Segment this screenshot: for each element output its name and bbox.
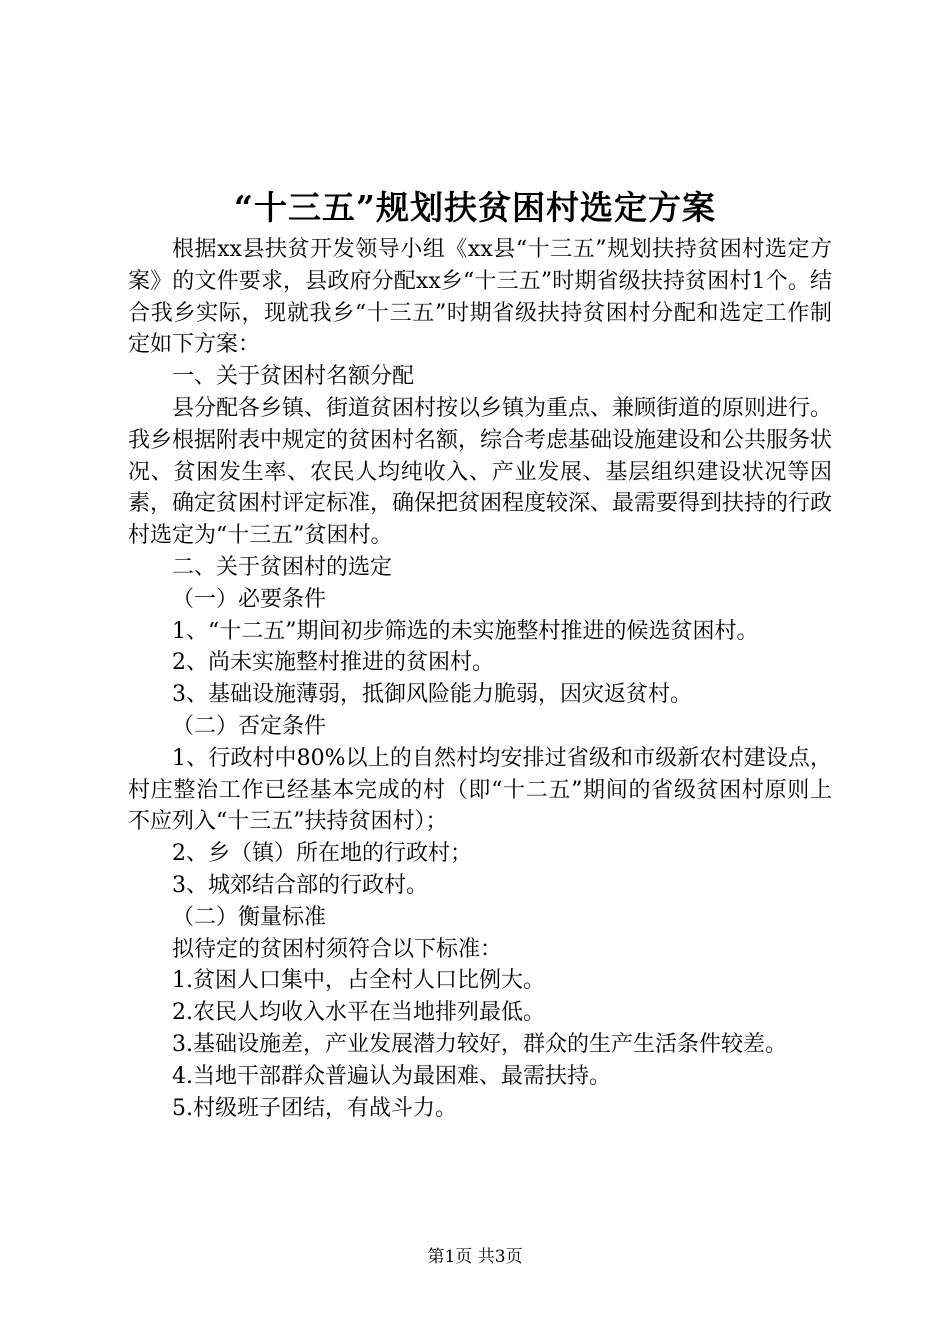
document-body [128,234,832,1124]
criteria-item: 3.基础设施差，产业发展潜力较好，群众的生产生活条件较差。 [172,1031,787,1057]
criteria-item: 5.村级班子团结，有战斗力。 [172,1095,457,1121]
required-condition-item: 3、基础设施薄弱，抵御风险能力脆弱，因灾返贫村。 [172,682,692,708]
document-title: “十三五”规划扶贫困村选定方案 [234,188,716,227]
negative-condition-item: 2、乡（镇）所在地的行政村； [172,841,472,867]
criteria-item: 4.当地干部群众普遍认为最困难、最需扶持。 [172,1063,611,1089]
subheading-negative-conditions: （二）否定条件 [172,713,327,739]
subheading-criteria: （二）衡量标准 [172,904,327,930]
section-heading-quota: 一、关于贫困村名额分配 [172,364,415,390]
criteria-intro: 拟待定的贫困村须符合以下标准： [172,936,503,962]
criteria-item: 2.农民人均收入水平在当地排列最低。 [172,1000,545,1026]
intro-paragraph: 根据xx县扶贫开发领导小组《xx县“十三五”规划扶持贫困村选定方案》的文件要求，县政府分配xx乡“十三五”时期省级扶持贫困村1个。结合我乡实际，现就我乡“十三五”时期省级扶持贫困村分配和选定工作制定如下方案： [128,237,833,358]
subheading-required-conditions: （一）必要条件 [172,586,327,612]
criteria-item: 1.贫困人口集中，占全村人口比例大。 [172,968,545,994]
negative-condition-item: 3、城郊结合部的行政村。 [172,872,428,898]
section-heading-selection: 二、关于贫困村的选定 [172,554,393,580]
required-condition-item: 2、尚未实施整村推进的贫困村。 [172,650,494,676]
page-indicator: 第1页 共3页 [427,1247,523,1267]
quota-paragraph: 县分配各乡镇、街道贫困村按以乡镇为重点、兼顾街道的原则进行。我乡根据附表中规定的贫困村名额，综合考虑基础设施建设和公共服务状况、贫困发生率、农民人均纯收入、产业发展、基层组织建设状况等因素，确定贫困村评定标准，确保把贫困程度较深、最需要得到扶持的行政村选定为“十三五”贫困村。 [128,395,833,549]
negative-condition-item: 1、行政村中80%以上的自然村均安排过省级和市级新农村建设点，村庄整治工作已经基本完成的村（即“十二五”期间的省级贫困村原则上不应列入“十三五”扶持贫困村）； [128,745,832,835]
required-condition-item: 1、“十二五”期间初步筛选的未实施整村推进的候选贫困村。 [172,618,759,644]
